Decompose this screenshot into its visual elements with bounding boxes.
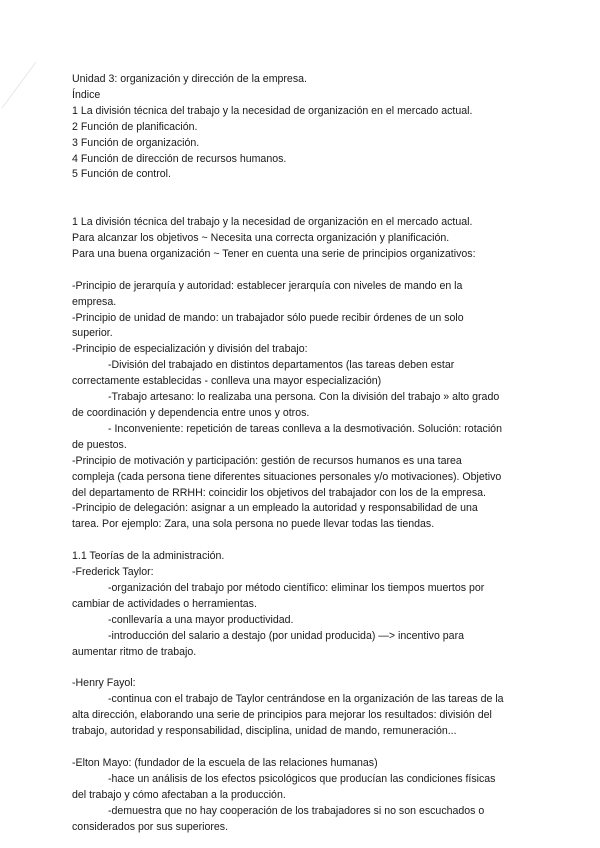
principle-unity-command-cont: superior. — [72, 327, 113, 340]
principle-motivation-cont-1: compleja (cada persona tiene diferentes situaciones personales y/o motivaciones). Objetivo — [72, 470, 502, 483]
section-1-line-2: Para una buena organización ~ Tener en cuenta una serie de principios organizativos: — [72, 247, 476, 260]
principle-hierarchy-cont: empresa. — [72, 295, 117, 308]
index-label: Índice — [72, 88, 101, 101]
taylor-point-1: -organización del trabajo por método científico: eliminar los tiempos muertos por — [108, 581, 485, 594]
taylor-point-2: -conllevaría a una mayor productividad. — [108, 613, 294, 626]
section-1-line-1: Para alcanzar los objetivos ~ Necesita una correcta organización y planificación. — [72, 232, 450, 245]
principle-motivation-cont-2: del departamento de RRHH: coincidir los objetivos del trabajador con los de la empresa. — [72, 486, 486, 499]
principle-unity-command: -Principio de unidad de mando: un trabajador sólo puede recibir órdenes de un solo — [72, 311, 464, 324]
fayol-point-1-cont-2: trabajo, autoridad y responsabilidad, disciplina, unidad de mando, remuneración... — [72, 725, 457, 738]
index-item-2: 2 Función de planificación. — [72, 120, 198, 133]
fayol-point-1: -continua con el trabajo de Taylor centrándose en la organización de las tareas de la — [108, 693, 504, 706]
unit-title: Unidad 3: organización y dirección de la empresa. — [72, 73, 307, 85]
taylor-point-1-cont: cambiar de actividades o herramientas. — [72, 597, 257, 610]
page-corner-mark — [0, 60, 40, 110]
mayo-point-2-cont: considerados por sus superiores. — [72, 820, 229, 833]
fayol-name: -Henry Fayol: — [72, 677, 136, 690]
principle-specialization: -Principio de especialización y división del trabajo: — [72, 343, 308, 356]
mayo-name: -Elton Mayo: (fundador de la escuela de las relaciones humanas) — [72, 756, 378, 769]
section-1-heading: 1 La división técnica del trabajo y la necesidad de organización en el mercado actual. — [72, 216, 473, 229]
fayol-point-1-cont-1: alta dirección, elaborando una serie de principios para mejorar los resultados: división del — [72, 709, 492, 722]
principle-motivation: -Principio de motivación y participación: gestión de recursos humanos es una tarea — [72, 454, 462, 467]
index-item-3: 3 Función de organización. — [72, 136, 200, 149]
specialization-point-3: - Inconveniente: repetición de tareas conlleva a la desmotivación. Solución: rotación — [108, 422, 502, 435]
specialization-point-3-cont: de puestos. — [72, 438, 127, 451]
principle-hierarchy: -Principio de jerarquía y autoridad: establecer jerarquía con niveles de mando en la — [72, 279, 463, 292]
taylor-name: -Frederick Taylor: — [72, 566, 154, 579]
specialization-point-1: -División del trabajado en distintos departamentos (las tareas deben estar — [108, 359, 455, 372]
theories-heading: 1.1 Teorías de la administración. — [72, 550, 225, 563]
mayo-point-2: -demuestra que no hay cooperación de los trabajadores si no son escuchados o — [108, 804, 485, 817]
index-item-5: 5 Función de control. — [72, 168, 171, 181]
specialization-point-2-cont: de coordinación y dependencia entre unos y otros. — [72, 407, 310, 419]
index-item-1: 1 La división técnica del trabajo y la necesidad de organización en el mercado actual. — [72, 104, 473, 117]
mayo-point-1: -hace un análisis de los efectos psicológicos que producían las condiciones físicas — [108, 772, 496, 785]
mayo-point-1-cont: del trabajo y cómo afectaban a la producción. — [72, 788, 286, 801]
principle-delegation: -Principio de delegación: asignar a un empleado la autoridad y responsabilidad de una — [72, 502, 478, 515]
index-item-4: 4 Función de dirección de recursos humanos. — [72, 152, 287, 165]
taylor-point-3-cont: aumentar ritmo de trabajo. — [72, 645, 197, 658]
specialization-point-2: -Trabajo artesano: lo realizaba una persona. Con la división del trabajo » alto grado — [108, 391, 500, 404]
specialization-point-1-cont: correctamente establecidas - conlleva una mayor especialización) — [72, 375, 382, 388]
taylor-point-3: -introducción del salario a destajo (por unidad producida) —> incentivo para — [108, 629, 464, 642]
principle-delegation-cont: tarea. Por ejemplo: Zara, una sola persona no puede llevar todas las tiendas. — [72, 518, 435, 531]
document-page — [72, 72, 532, 835]
